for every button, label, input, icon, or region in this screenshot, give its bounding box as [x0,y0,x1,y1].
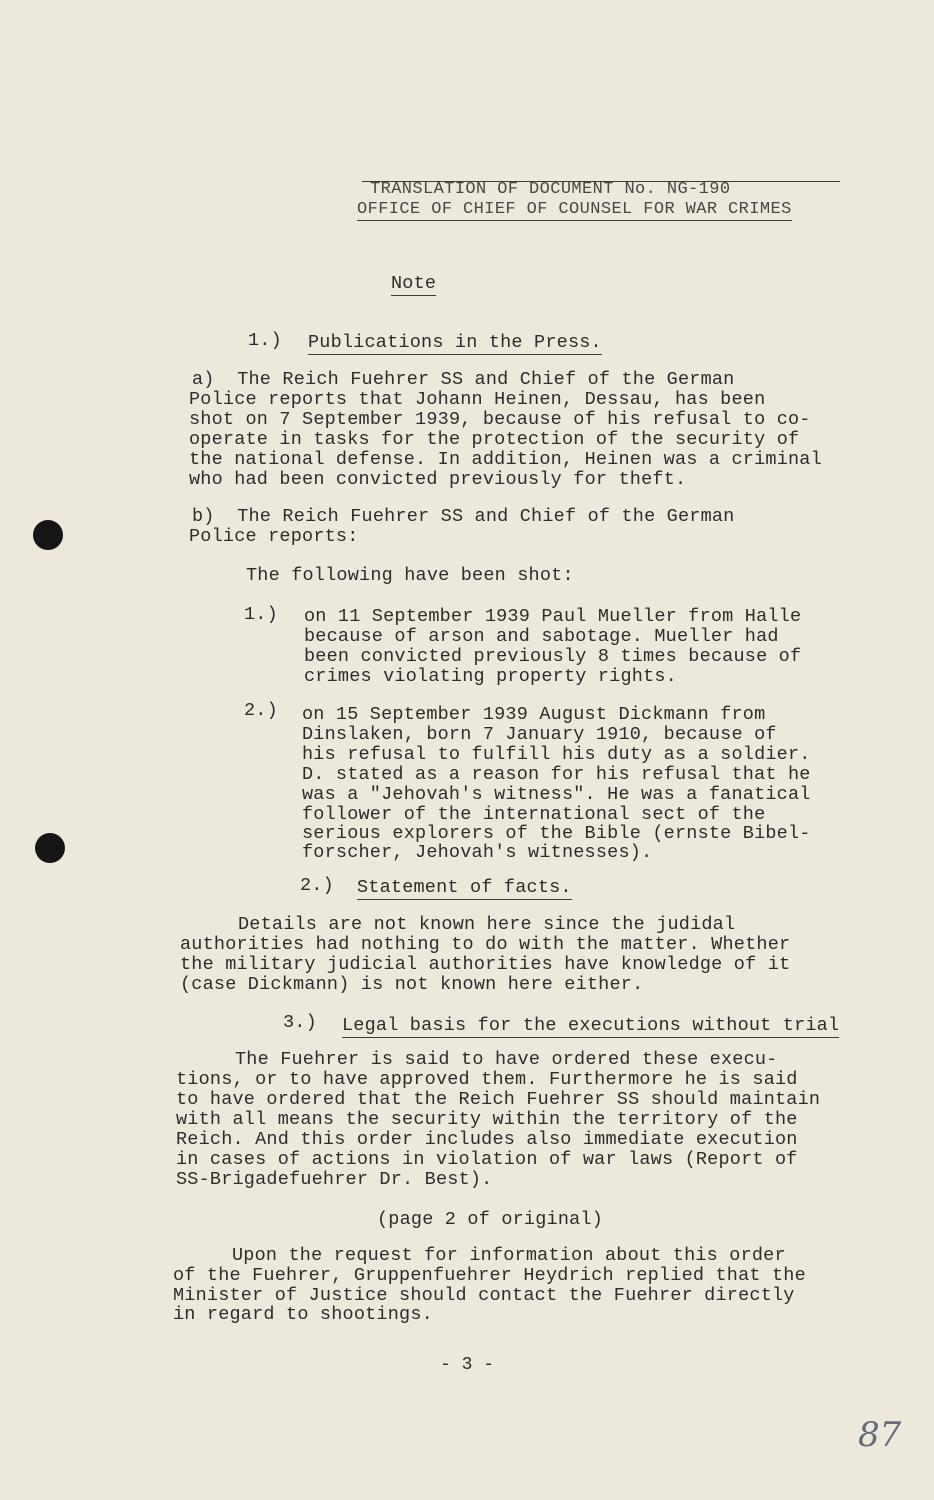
handwritten-page-number: 87 [858,1415,902,1455]
document-title: Note [391,273,437,294]
punch-hole-top [33,520,63,550]
page-marker: (page 2 of original) [377,1209,604,1230]
item-2-line-4: D. stated as a reason for his refusal that he [302,764,811,785]
final-paragraph-line-3: Minister of Justice should contact the Fuehrer directly [173,1285,795,1306]
final-paragraph-line-4: in regard to shootings. [173,1304,433,1325]
section-1-number: 1.) [248,330,282,351]
item-2-line-7: serious explorers of the Bible (ernste Bibel- [302,823,811,844]
final-paragraph-line-2: of the Fuehrer, Gruppenfuehrer Heydrich replied that the [173,1265,806,1286]
punch-hole-bottom [35,833,65,863]
header-line-2: OFFICE OF CHIEF OF COUNSEL FOR WAR CRIMES [357,200,792,219]
paragraph-b-line-1: b) The Reich Fuehrer SS and Chief of the German [192,506,735,527]
page-number: - 3 - [440,1355,495,1375]
item-1-number: 1.) [244,604,278,625]
section-3-heading: Legal basis for the executions without trial [342,1015,840,1036]
section-2-number: 2.) [300,875,334,896]
item-2-line-6: follower of the international sect of the [302,804,766,825]
final-paragraph-line-1: Upon the request for information about this order [232,1245,786,1266]
item-2-number: 2.) [244,700,278,721]
paragraph-a-line-2: Police reports that Johann Heinen, Dessau, has been [189,389,766,410]
section-2-line-1: Details are not known here since the judidal [238,914,736,935]
paragraph-a-line-5: the national defense. In addition, Heinen was a criminal [189,449,822,470]
section-3-line-3: to have ordered that the Reich Fuehrer SS should maintain [176,1089,821,1110]
section-2-line-2: authorities had nothing to do with the matter. Whether [180,934,791,955]
paragraph-b-line-2: Police reports: [189,526,359,547]
item-2-line-8: forscher, Jehovah's witnesses). [302,842,653,863]
item-1-line-2: because of arson and sabotage. Mueller had [304,626,779,647]
header-line-1: TRANSLATION OF DOCUMENT No. NG-190 [370,180,731,199]
item-2-line-1: on 15 September 1939 August Dickmann from [302,704,766,725]
shot-intro: The following have been shot: [246,565,574,586]
section-3-line-5: Reich. And this order includes also immediate execution [176,1129,798,1150]
paragraph-a-line-6: who had been convicted previously for theft. [189,469,687,490]
section-3-line-2: tions, or to have approved them. Furthermore he is said [176,1069,798,1090]
section-2-line-3: the military judicial authorities have knowledge of it [180,954,791,975]
section-3-line-6: in cases of actions in violation of war laws (Report of [176,1149,798,1170]
item-2-line-2: Dinslaken, born 7 January 1910, because of [302,724,777,745]
item-2-line-5: was a "Jehovah's witness". He was a fanatical [302,784,811,805]
paragraph-a-line-4: operate in tasks for the protection of the security of [189,429,800,450]
section-3-line-7: SS-Brigadefuehrer Dr. Best). [176,1169,493,1190]
item-1-line-3: been convicted previously 8 times because of [304,646,802,667]
section-3-number: 3.) [283,1012,317,1033]
section-2-line-4: (case Dickmann) is not known here either. [180,974,644,995]
section-3-line-4: with all means the security within the territory of the [176,1109,798,1130]
item-2-line-3: his refusal to fulfill his duty as a soldier. [302,744,811,765]
section-3-line-1: The Fuehrer is said to have ordered these execu- [235,1049,778,1070]
paragraph-a-line-3: shot on 7 September 1939, because of his refusal to co- [189,409,811,430]
section-1-heading: Publications in the Press. [308,332,602,353]
item-1-line-1: on 11 September 1939 Paul Mueller from Halle [304,606,802,627]
paragraph-a-line-1: a) The Reich Fuehrer SS and Chief of the German [192,369,735,390]
item-1-line-4: crimes violating property rights. [304,666,677,687]
section-2-heading: Statement of facts. [357,877,572,898]
